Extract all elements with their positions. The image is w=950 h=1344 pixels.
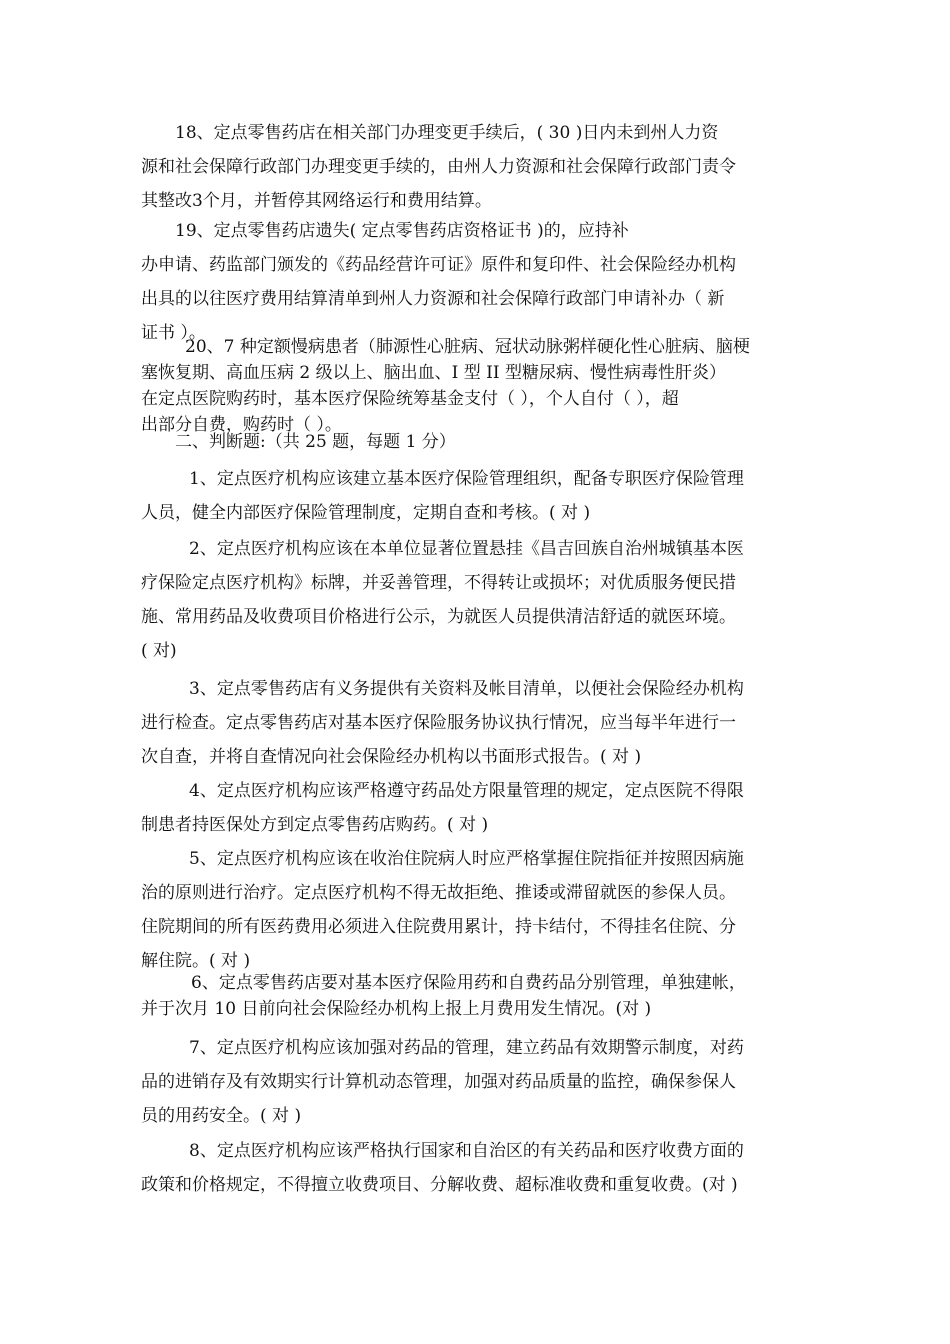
text-line: 品的进销存及有效期实行计算机动态管理，加强对药品质量的监控，确保参保人 [141, 1072, 736, 1092]
text-line: 2、定点医疗机构应该在本单位显著位置悬挂《昌吉回族自治州城镇基本医 [189, 539, 744, 559]
text-line: 18、定点零售药店在相关部门办理变更手续后，( 30 )日内未到州人力资 [175, 123, 719, 143]
judgment-question-6 [141, 970, 859, 1022]
text-line: 在定点医院购药时，基本医疗保险统筹基金支付（ ），个人自付（ ），超 [141, 389, 679, 409]
text-line: 其整改3个月，并暂停其网络运行和费用结算。 [141, 191, 492, 211]
text-line: 住院期间的所有医药费用必须进入住院费用累计，持卡结付，不得挂名住院、分 [141, 917, 736, 937]
text-line: 证书 ）。 [141, 323, 206, 343]
judgment-question-1 [141, 462, 857, 530]
text-line: 进行检查。定点零售药店对基本医疗保险服务协议执行情况，应当每半年进行一 [141, 713, 736, 733]
section-title: 二、判断题:（共 25 题，每题 1 分） [175, 432, 456, 452]
fill-question-20 [141, 334, 853, 438]
section-heading [141, 427, 843, 457]
text-line: 疗保险定点医疗机构》标牌，并妥善管理，不得转让或损坏；对优质服务便民措 [141, 573, 736, 593]
judgment-question-7 [141, 1031, 857, 1133]
text-line: 办申请、药监部门颁发的《药品经营许可证》原件和复印件、社会保险经办机构 [141, 255, 736, 275]
text-line: 20、7 种定额慢病患者（肺源性心脏病、冠状动脉粥样硬化性心脏病、脑梗 [185, 337, 750, 357]
fill-question-18 [141, 116, 843, 218]
text-line: 塞恢复期、高血压病 2 级以上、脑出血、I 型 II 型糖尿病、慢性病毒性肝炎） [141, 363, 726, 383]
judgment-question-2 [141, 532, 857, 668]
text-line: 3、定点零售药店有义务提供有关资料及帐目清单，以便社会保险经办机构 [189, 679, 744, 699]
judgment-question-3 [141, 672, 857, 774]
text-line: 解住院。( 对 ) [141, 951, 251, 971]
text-line: 源和社会保障行政部门办理变更手续的，由州人力资源和社会保障行政部门责令 [141, 157, 736, 177]
text-line: 并于次月 10 日前向社会保险经办机构上报上月费用发生情况。(对 ) [141, 999, 652, 1019]
text-line: ( 对) [141, 641, 177, 661]
judgment-question-4 [141, 774, 857, 842]
text-line: 制患者持医保处方到定点零售药店购药。( 对 ) [141, 815, 489, 835]
text-line: 1、定点医疗机构应该建立基本医疗保险管理组织，配备专职医疗保险管理 [189, 469, 744, 489]
judgment-question-8 [141, 1134, 857, 1202]
text-line: 5、定点医疗机构应该在收治住院病人时应严格掌握住院指征并按照因病施 [189, 849, 744, 869]
text-line: 4、定点医疗机构应该严格遵守药品处方限量管理的规定，定点医院不得限 [189, 781, 744, 801]
text-line: 出部分自费，购药时（ ）。 [141, 415, 342, 435]
text-line: 8、定点医疗机构应该严格执行国家和自治区的有关药品和医疗收费方面的 [189, 1141, 744, 1161]
text-line: 7、定点医疗机构应该加强对药品的管理，建立药品有效期警示制度，对药 [189, 1038, 744, 1058]
fill-question-19 [141, 214, 843, 350]
text-line: 员的用药安全。( 对 ) [141, 1106, 302, 1126]
text-line: 施、常用药品及收费项目价格进行公示，为就医人员提供清洁舒适的就医环境。 [141, 607, 736, 627]
text-line: 6、定点零售药店要对基本医疗保险用药和自费药品分别管理，单独建帐， [191, 973, 746, 993]
text-line: 次自查，并将自查情况向社会保险经办机构以书面形式报告。( 对 ) [141, 747, 642, 767]
text-line: 治的原则进行治疗。定点医疗机构不得无故拒绝、推诿或滞留就医的参保人员。 [141, 883, 736, 903]
judgment-question-5 [141, 842, 857, 978]
text-line: 出具的以往医疗费用结算清单到州人力资源和社会保障行政部门申请补办（ 新 [141, 289, 725, 309]
text-line: 政策和价格规定，不得擅立收费项目、分解收费、超标准收费和重复收费。(对 ) [141, 1175, 738, 1195]
text-line: 人员，健全内部医疗保险管理制度，定期自查和考核。( 对 ) [141, 503, 591, 523]
text-line: 19、定点零售药店遗失( 定点零售药店资格证书 )的，应持补 [175, 221, 629, 241]
